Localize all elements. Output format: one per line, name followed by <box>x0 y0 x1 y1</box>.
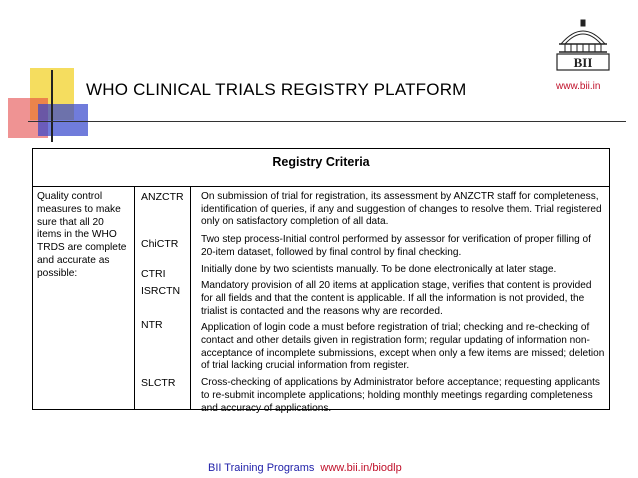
decor-blue-square <box>38 104 88 136</box>
registry-name: SLCTR <box>141 377 176 389</box>
slide-title: WHO CLINICAL TRIALS REGISTRY PLATFORM <box>86 80 467 99</box>
svg-text:BII: BII <box>573 55 593 70</box>
category-cell: Quality control measures to make sure that all 20 items in the WHO TRDS are complete and accurate as possible: <box>33 187 135 409</box>
footer <box>208 462 402 474</box>
bii-logo-icon <box>551 14 615 72</box>
site-url[interactable]: www.bii.in <box>556 81 601 92</box>
registry-description: Mandatory provision of all 20 items at application stage, verifies that content is provided for all fields and that the content is applicable. If all the information is not provided, the trialist is contacted and the reasons why are recorded. <box>201 280 592 317</box>
registry-description: Cross-checking of applications by Administrator before acceptance; requesting applicants to re-submit incomplete applications; holding monthly meetings regarding completeness and accuracy of applications. <box>201 377 600 414</box>
registry-criteria-table <box>32 148 610 414</box>
header-divider <box>28 121 626 122</box>
registry-name: NTR <box>141 319 163 331</box>
description-column <box>191 187 609 414</box>
registry-name: ChiCTR <box>141 238 179 250</box>
footer-label: BII Training Programs <box>208 462 315 474</box>
registry-name: CTRI <box>141 268 166 280</box>
registry-description: Initially done by two scientists manually. To be done electronically at later stage. <box>201 263 557 275</box>
registry-column <box>135 187 191 409</box>
decor-vertical-line <box>51 70 53 142</box>
registry-description: On submission of trial for registration, its assessment by ANZCTR staff for completeness, identification of queries, if any and suggestion of changes to resolve them. Trial registered only on satisfactory completion of all data. <box>201 191 602 228</box>
footer-url[interactable]: www.bii.in/biodlp <box>320 462 402 474</box>
registry-name: ISRCTN <box>141 285 181 297</box>
registry-description: Application of login code a must before registration of trial; checking and re-checking of contact and other details given in registration form; regular updating of information non-acceptance of incomplete submissions, except when only a few items are missed; deletion of trial lacking crucial information from register. <box>201 322 605 372</box>
registry-name: ANZCTR <box>141 191 184 203</box>
registry-description: Two step process-Initial control performed by assessor for verification of proper filling of 20-item dataset, followed by final control by final checking. <box>201 234 591 258</box>
table-heading: Registry Criteria <box>33 149 609 187</box>
